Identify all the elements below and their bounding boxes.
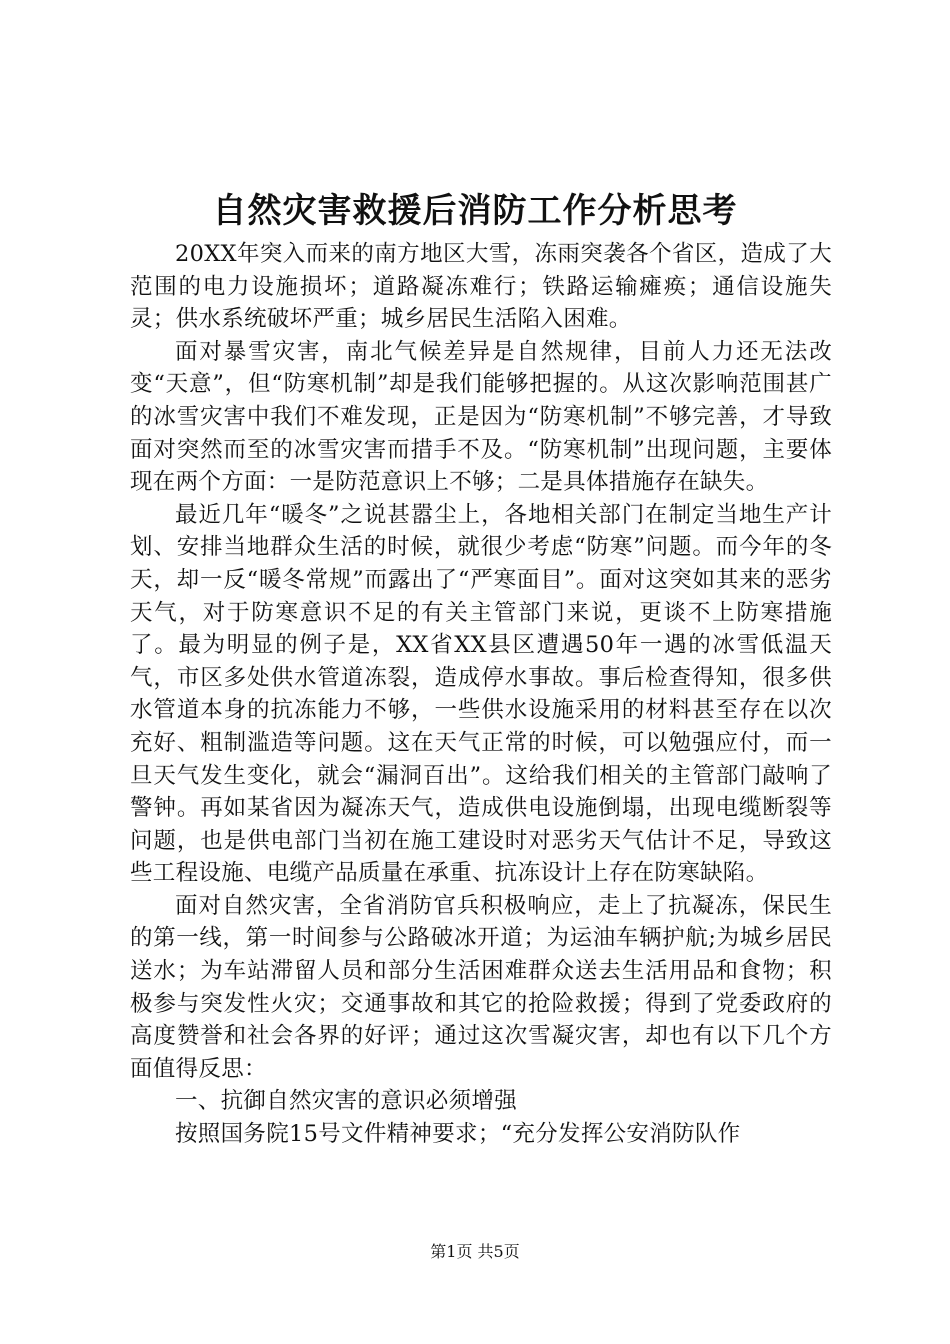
document-body <box>130 238 832 1151</box>
section-heading: 一、抗御自然灾害的意识必须增强 <box>175 1088 518 1115</box>
paragraph: 面对自然灾害，全省消防官兵积极响应，走上了抗凝冻，保民生的第一线，第一时间参与公路破冰开道；为运油车辆护航;为城乡居民送水；为车站滞留人员和部分生活困难群众送去生活用品和食物；积极参与突发性火灾；交通事故和其它的抢险救援；得到了党委政府的高度赞誉和社会各界的好评；通过这次雪凝灾害，却也有以下几个方面值得反思： <box>130 892 832 1082</box>
document-title: 自然灾害救援后消防工作分析思考 <box>212 191 738 231</box>
page-footer: 第1页 共5页 <box>430 1242 520 1261</box>
paragraph: 20XX年突入而来的南方地区大雪，冻雨突袭各个省区，造成了大范围的电力设施损坏；道路凝冻难行；铁路运输瘫痪；通信设施失灵；供水系统破坏严重；城乡居民生活陷入困难。 <box>130 241 832 333</box>
paragraph: 面对暴雪灾害，南北气候差异是自然规律，目前人力还无法改变“天意”，但“防寒机制”却是我们能够把握的。从这次影响范围甚广的冰雪灾害中我们不难发现，正是因为“防寒机制”不够完善，才导致面对突然而至的冰雪灾害而措手不及。“防寒机制”出现问题，主要体现在两个方面：一是防范意识上不够；二是具体措施存在缺失。 <box>130 338 832 496</box>
paragraph: 最近几年“暖冬”之说甚嚣尘上，各地相关部门在制定当地生产计划、安排当地群众生活的时候，就很少考虑“防寒”问题。而今年的冬天，却一反“暖冬常规”而露出了“严寒面目”。面对这突如其来的恶劣天气，对于防寒意识不足的有关主管部门来说，更谈不上防寒措施了。最为明显的例子是，XX省XX县区遭遇50年一遇的冰雪低温天气，市区多处供水管道冻裂，造成停水事故。事后检查得知，很多供水管道本身的抗冻能力不够，一些供水设施采用的材料甚至存在以次充好、粗制滥造等问题。这在天气正常的时候，可以勉强应付，而一旦天气发生变化，就会“漏洞百出”。这给我们相关的主管部门敲响了警钟。再如某省因为凝冻天气，造成供电设施倒塌，出现电缆断裂等问题，也是供电部门当初在施工建设时对恶劣天气估计不足，导致这些工程设施、电缆产品质量在承重、抗冻设计上存在防寒缺陷。 <box>130 501 832 887</box>
paragraph: 按照国务院15号文件精神要求；“充分发挥公安消防队作 <box>175 1121 741 1148</box>
